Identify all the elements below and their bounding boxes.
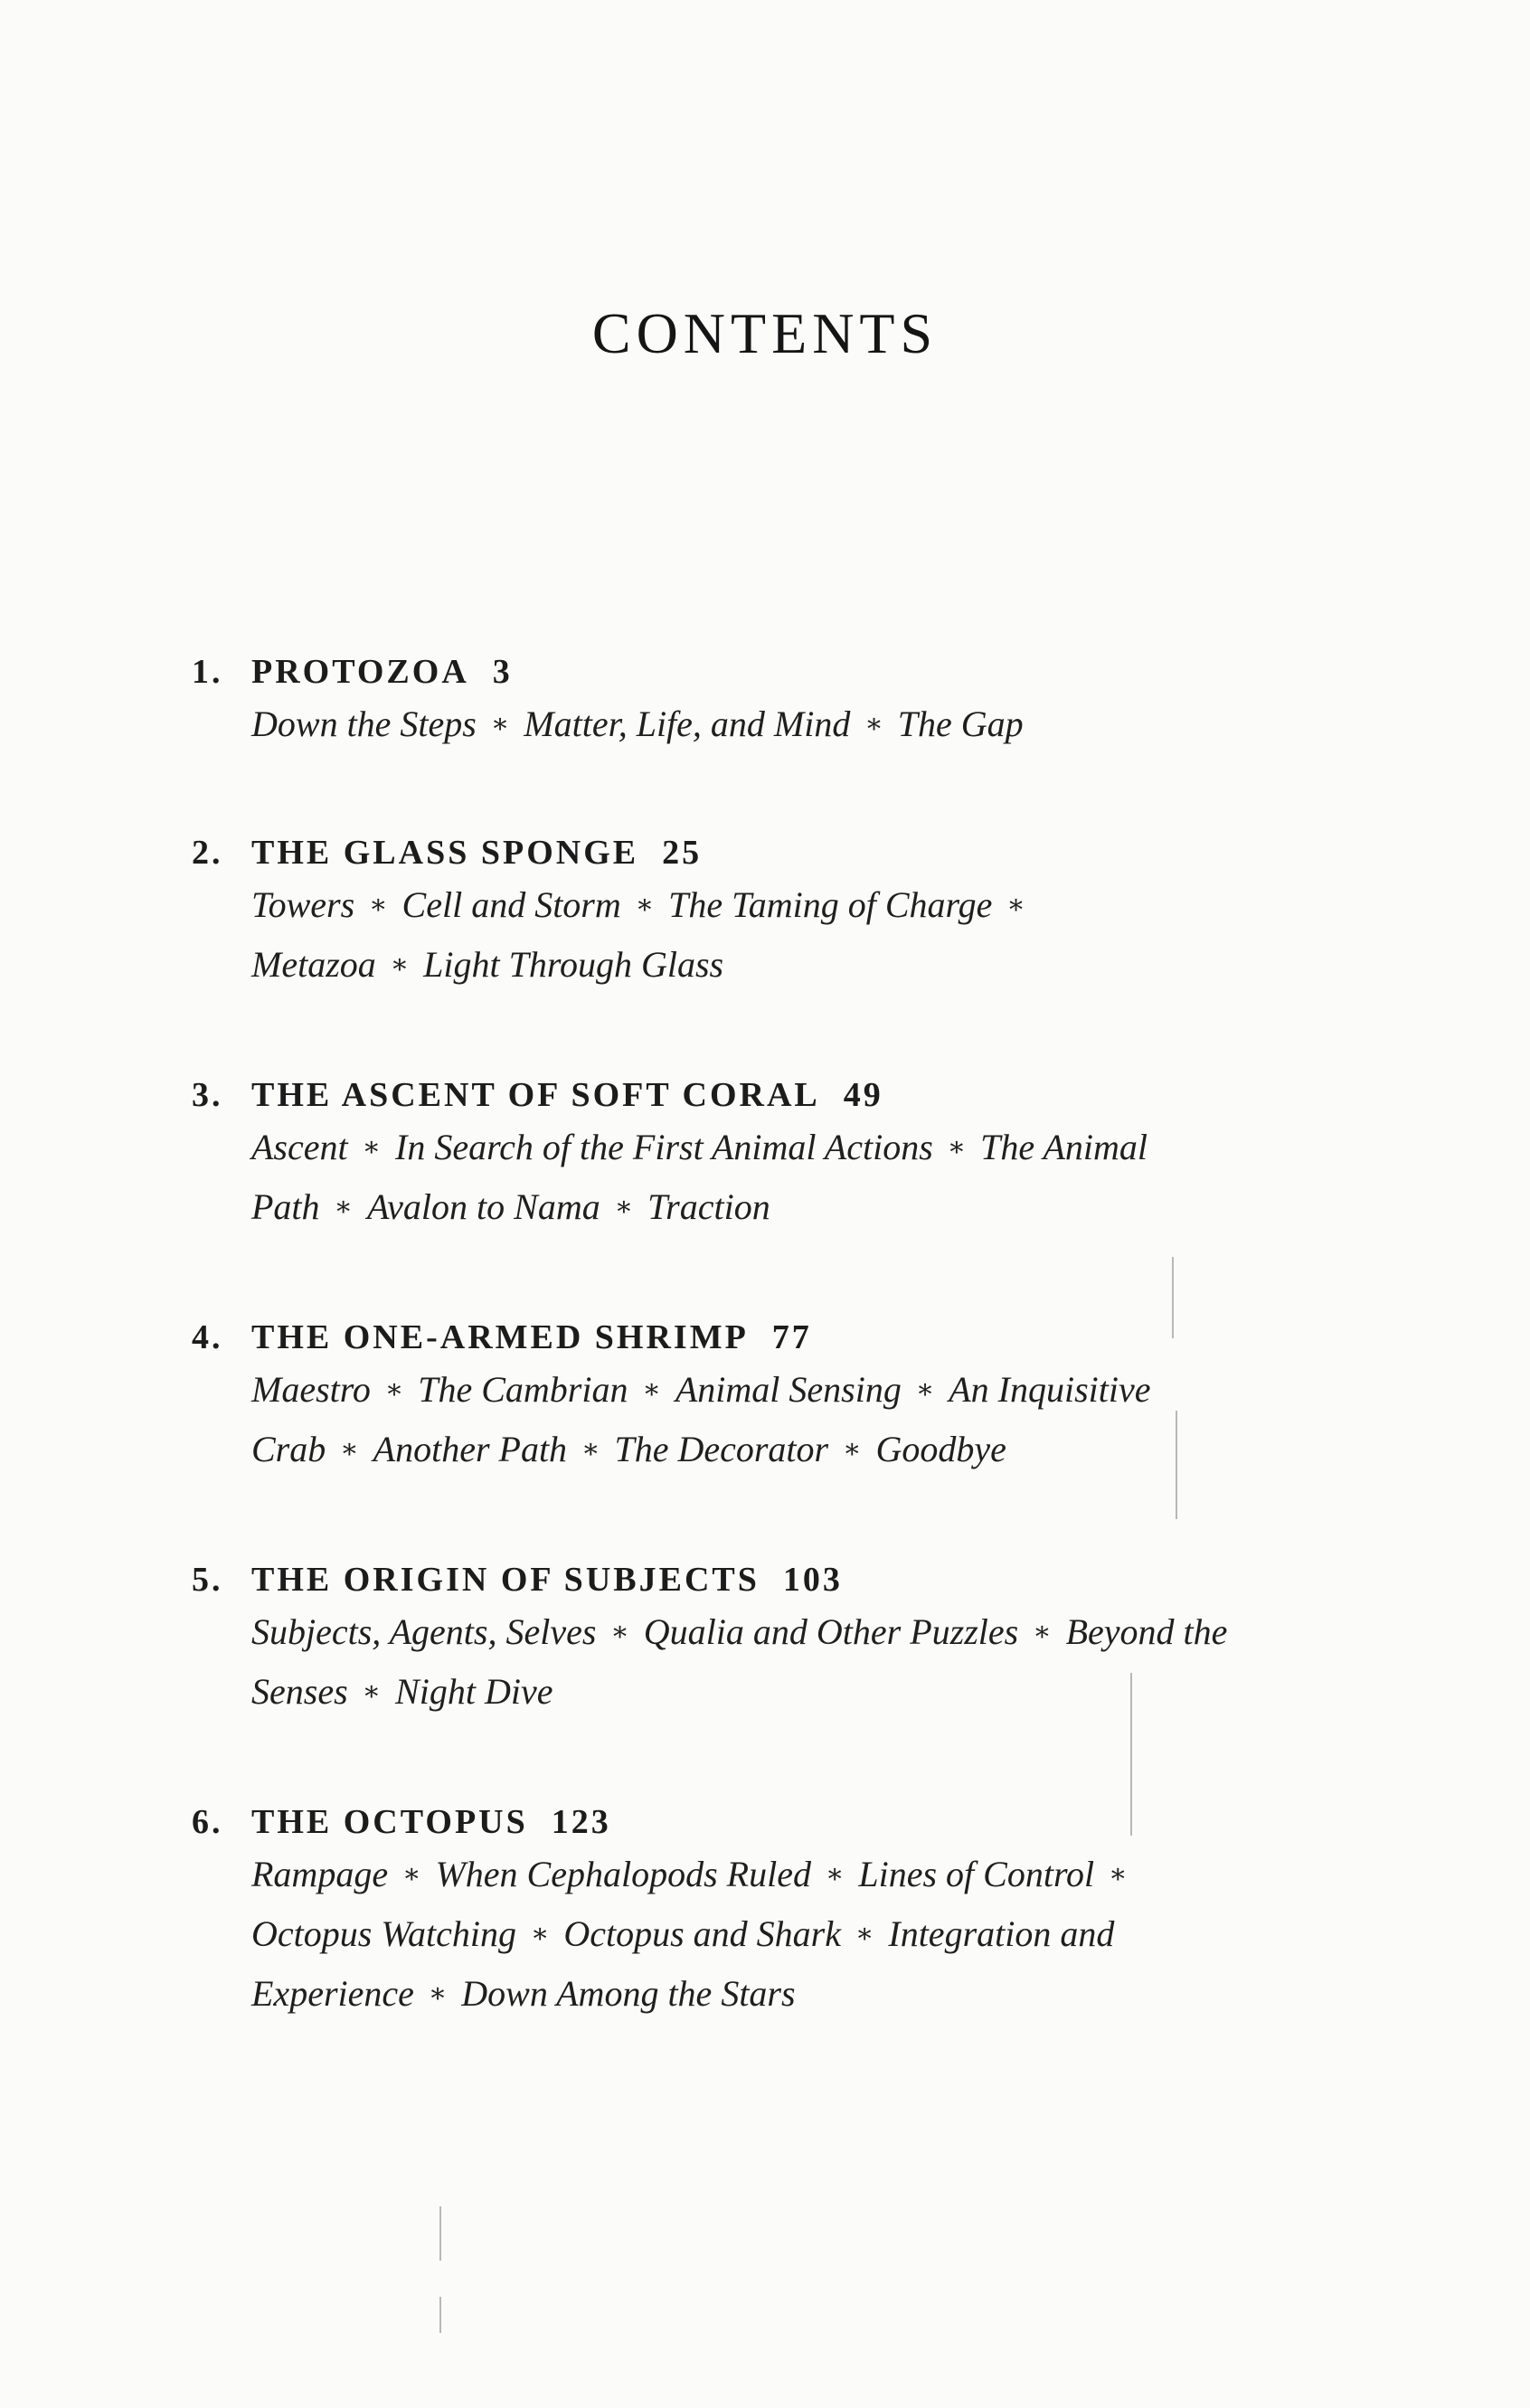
section-title: Octopus Watching (251, 1913, 516, 1954)
scan-mark (1176, 1411, 1177, 1519)
section-title: Towers (251, 884, 355, 925)
toc-chapter (192, 830, 1367, 995)
chapter-number: 6. (192, 1803, 223, 1841)
chapter-page-number: 123 (551, 1803, 611, 1841)
section-title: An Inquisitive (949, 1369, 1151, 1410)
section-line (251, 694, 1367, 754)
chapter-heading (192, 1557, 1367, 1602)
page-title: CONTENTS (591, 301, 939, 365)
scan-mark (1130, 1673, 1132, 1836)
asterisk-separator: ∗ (864, 709, 883, 739)
section-title: Traction (647, 1186, 770, 1227)
asterisk-separator: ∗ (390, 949, 410, 979)
section-title: The Cambrian (418, 1369, 628, 1410)
asterisk-separator: ∗ (855, 1919, 874, 1949)
chapter-sections (251, 875, 1367, 995)
section-title: The Decorator (614, 1429, 829, 1469)
asterisk-separator: ∗ (402, 1859, 421, 1889)
chapter-heading (192, 1072, 1367, 1118)
chapter-title: THE OCTOPUS (251, 1803, 528, 1841)
chapter-number: 2. (192, 834, 223, 872)
section-line (251, 1904, 1367, 1964)
chapter-number: 1. (192, 653, 223, 691)
section-title: Night Dive (395, 1671, 553, 1712)
section-title: Lines of Control (858, 1854, 1095, 1894)
toc-chapter (192, 1557, 1367, 1722)
asterisk-separator: ∗ (362, 1132, 382, 1162)
asterisk-separator: ∗ (825, 1859, 845, 1889)
section-line (251, 1177, 1367, 1237)
section-line (251, 875, 1367, 935)
section-title: Path (251, 1186, 320, 1227)
section-line (251, 1118, 1367, 1177)
section-title: The Gap (897, 704, 1024, 744)
asterisk-separator: ∗ (1006, 890, 1025, 920)
section-title: Rampage (251, 1854, 389, 1894)
toc-chapter (192, 1072, 1367, 1237)
section-title: Cell and Storm (401, 884, 621, 925)
section-title: Down the Steps (251, 704, 477, 744)
scan-mark (439, 2206, 441, 2261)
chapter-page-number: 25 (662, 834, 703, 872)
chapter-sections (251, 1118, 1367, 1237)
asterisk-separator: ∗ (642, 1374, 661, 1404)
asterisk-separator: ∗ (340, 1434, 359, 1464)
asterisk-separator: ∗ (610, 1617, 629, 1647)
toc-chapter (192, 649, 1367, 754)
section-title: Ascent (251, 1127, 348, 1167)
chapter-title: PROTOZOA (251, 653, 469, 691)
section-title: Animal Sensing (675, 1369, 902, 1410)
section-title: Octopus and Shark (563, 1913, 841, 1954)
section-title: Maestro (251, 1369, 371, 1410)
asterisk-separator: ∗ (334, 1192, 353, 1222)
section-line (251, 1602, 1367, 1662)
chapter-title: THE ASCENT OF SOFT CORAL (251, 1076, 820, 1114)
section-title: The Taming of Charge (668, 884, 993, 925)
section-title: Down Among the Stars (461, 1973, 796, 2014)
scan-mark (1172, 1257, 1174, 1338)
chapter-sections (251, 1845, 1367, 2024)
asterisk-separator: ∗ (490, 709, 510, 739)
section-title: Crab (251, 1429, 326, 1469)
section-title: Goodbye (875, 1429, 1006, 1469)
section-title: When Cephalopods Ruled (435, 1854, 811, 1894)
asterisk-separator: ∗ (947, 1132, 967, 1162)
asterisk-separator: ∗ (1033, 1617, 1052, 1647)
scan-mark (439, 2297, 441, 2333)
section-title: Qualia and Other Puzzles (643, 1611, 1019, 1652)
chapter-number: 5. (192, 1561, 223, 1599)
section-title: Avalon to Nama (366, 1186, 600, 1227)
section-title: Beyond the (1065, 1611, 1228, 1652)
section-line (251, 1420, 1367, 1479)
section-title: Integration and (888, 1913, 1115, 1954)
section-title: Experience (251, 1973, 414, 2014)
chapter-title: THE ONE-ARMED SHRIMP (251, 1318, 749, 1356)
asterisk-separator: ∗ (362, 1676, 382, 1706)
chapter-heading (192, 830, 1367, 875)
section-line (251, 935, 1367, 995)
chapter-number: 4. (192, 1318, 223, 1356)
chapter-page-number: 77 (771, 1318, 812, 1356)
section-title: Subjects, Agents, Selves (251, 1611, 597, 1652)
section-title: In Search of the First Animal Actions (395, 1127, 933, 1167)
asterisk-separator: ∗ (1109, 1859, 1128, 1889)
asterisk-separator: ∗ (915, 1374, 935, 1404)
asterisk-separator: ∗ (428, 1978, 448, 2008)
asterisk-separator: ∗ (384, 1374, 404, 1404)
chapter-page-number: 49 (843, 1076, 883, 1114)
chapter-sections (251, 1602, 1367, 1722)
asterisk-separator: ∗ (369, 890, 388, 920)
asterisk-separator: ∗ (635, 890, 655, 920)
chapter-page-number: 3 (492, 653, 513, 691)
section-title: The Animal (980, 1127, 1148, 1167)
chapter-heading (192, 1315, 1367, 1360)
chapter-number: 3. (192, 1076, 223, 1114)
chapter-title: THE ORIGIN OF SUBJECTS (251, 1561, 760, 1599)
chapter-heading (192, 1799, 1367, 1845)
chapter-sections (251, 694, 1367, 754)
toc-chapter (192, 1799, 1367, 2024)
asterisk-separator: ∗ (581, 1434, 600, 1464)
section-title: Metazoa (251, 944, 376, 985)
asterisk-separator: ∗ (843, 1434, 862, 1464)
chapter-page-number: 103 (782, 1561, 843, 1599)
chapter-heading (192, 649, 1367, 694)
section-line (251, 1845, 1367, 1904)
section-title: Another Path (373, 1429, 568, 1469)
chapter-title: THE GLASS SPONGE (251, 834, 639, 872)
section-line (251, 1360, 1367, 1420)
asterisk-separator: ∗ (530, 1919, 550, 1949)
section-title: Senses (251, 1671, 348, 1712)
toc-chapter (192, 1315, 1367, 1479)
section-title: Matter, Life, and Mind (524, 704, 851, 744)
chapter-sections (251, 1360, 1367, 1479)
section-line (251, 1662, 1367, 1722)
section-title: Light Through Glass (423, 944, 724, 985)
section-line (251, 1964, 1367, 2024)
asterisk-separator: ∗ (614, 1192, 634, 1222)
